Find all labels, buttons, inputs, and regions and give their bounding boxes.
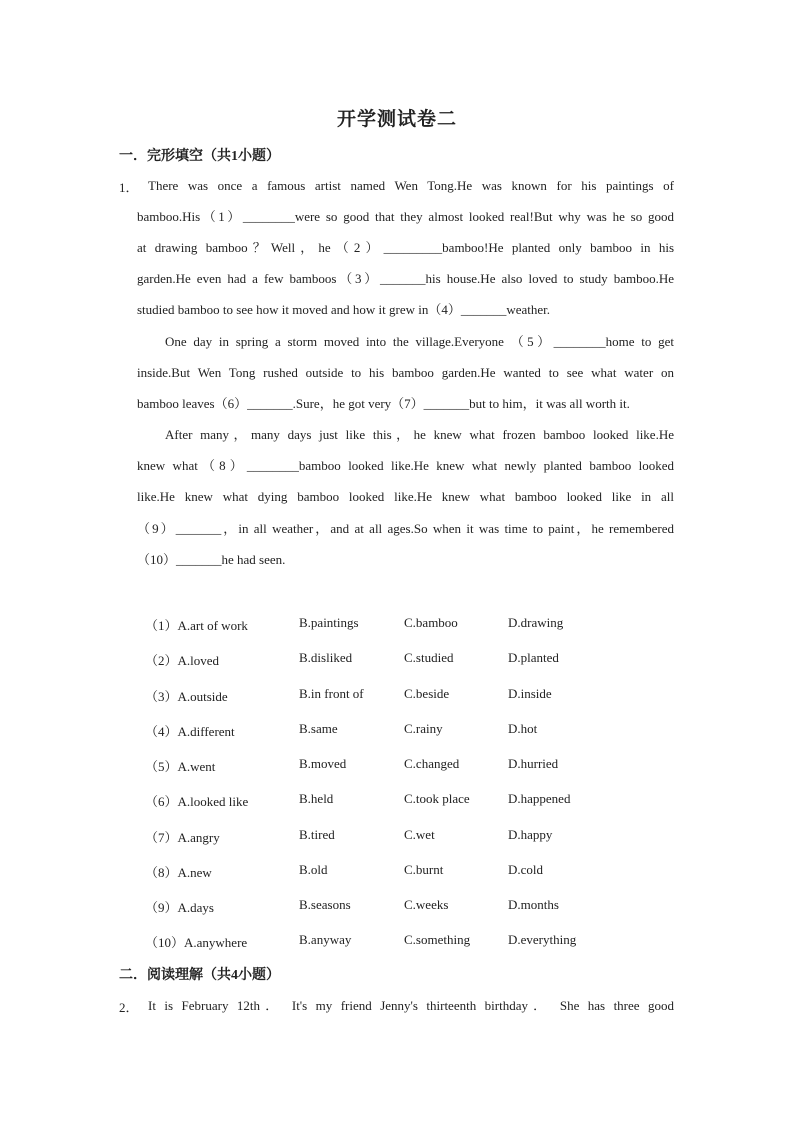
- passage-line: inside.But Wen Tong rushed outside to his bamboo garden.He wanted to see what water on: [137, 365, 674, 380]
- option-c[interactable]: C.beside: [404, 686, 450, 701]
- option-c[interactable]: C.took place: [404, 791, 470, 806]
- option-b[interactable]: B.seasons: [299, 897, 351, 912]
- option-c[interactable]: C.burnt: [404, 862, 444, 877]
- option-a[interactable]: （1）A.art of work: [145, 618, 248, 633]
- option-a[interactable]: （6）A.looked like: [145, 794, 249, 809]
- option-d[interactable]: D.happy: [508, 827, 553, 842]
- option-b[interactable]: B.paintings: [299, 615, 359, 630]
- option-c[interactable]: C.weeks: [404, 897, 449, 912]
- section-heading-reading: 二．阅读理解（共4小题）: [119, 968, 280, 983]
- option-d[interactable]: D.happened: [508, 791, 571, 806]
- passage-line: bamboo.His（1）________were so good that they almost looked real!But why was he so good: [137, 209, 674, 224]
- passage-line: like.He knew what dying bamboo looked like.He knew what bamboo looked like in all: [137, 489, 674, 504]
- option-b[interactable]: B.tired: [299, 827, 335, 842]
- passage-line: at drawing bamboo？Well，he（2）_________bamboo!He planted only bamboo in his: [137, 240, 674, 255]
- option-c[interactable]: C.studied: [404, 650, 454, 665]
- option-a[interactable]: （3）A.outside: [145, 689, 228, 704]
- option-a[interactable]: （8）A.new: [145, 865, 212, 880]
- option-d[interactable]: D.inside: [508, 686, 552, 701]
- passage-line: studied bamboo to see how it moved and how it grew in（4）_______weather.: [137, 302, 551, 317]
- option-a[interactable]: （9）A.days: [145, 900, 214, 915]
- passage-line: knew what（8）________bamboo looked like.He knew what newly planted bamboo looked: [137, 458, 674, 473]
- option-b[interactable]: B.in front of: [299, 686, 364, 701]
- option-d[interactable]: D.months: [508, 897, 559, 912]
- option-d[interactable]: D.drawing: [508, 615, 564, 630]
- section-heading-cloze: 一．完形填空（共1小题）: [119, 149, 280, 164]
- passage-line: （9）_______，in all weather，and at all ages.So when it was time to paint，he remembered: [137, 521, 674, 536]
- option-a[interactable]: （10）A.anywhere: [145, 935, 248, 950]
- option-c[interactable]: C.rainy: [404, 721, 443, 736]
- option-b[interactable]: B.same: [299, 721, 338, 736]
- option-b[interactable]: B.disliked: [299, 650, 353, 665]
- question-number-1: 1．: [119, 180, 139, 195]
- option-a[interactable]: （7）A.angry: [145, 830, 220, 845]
- option-d[interactable]: D.everything: [508, 932, 577, 947]
- option-d[interactable]: D.hurried: [508, 756, 559, 771]
- passage-line: After many，many days just like this，he knew what frozen bamboo looked like.He: [165, 427, 674, 442]
- passage-line: It is February 12th． It's my friend Jenny's thirteenth birthday． She has three good: [148, 998, 674, 1013]
- option-b[interactable]: B.moved: [299, 756, 347, 771]
- option-c[interactable]: C.changed: [404, 756, 460, 771]
- option-d[interactable]: D.planted: [508, 650, 559, 665]
- page-title: 开学测试卷二: [336, 109, 457, 130]
- option-c[interactable]: C.bamboo: [404, 615, 458, 630]
- passage-line: bamboo leaves（6）_______.Sure，he got very（7）_______but to him，it was all worth it.: [137, 396, 630, 411]
- question-number-2: 2．: [119, 1000, 139, 1015]
- option-b[interactable]: B.anyway: [299, 932, 352, 947]
- option-d[interactable]: D.cold: [508, 862, 544, 877]
- passage-line: One day in spring a storm moved into the village.Everyone （5）________home to get: [165, 334, 674, 349]
- option-a[interactable]: （2）A.loved: [145, 653, 220, 668]
- option-b[interactable]: B.old: [299, 862, 328, 877]
- option-a[interactable]: （5）A.went: [145, 759, 216, 774]
- option-a[interactable]: （4）A.different: [145, 724, 235, 739]
- option-b[interactable]: B.held: [299, 791, 334, 806]
- option-c[interactable]: C.wet: [404, 827, 435, 842]
- option-d[interactable]: D.hot: [508, 721, 538, 736]
- option-c[interactable]: C.something: [404, 932, 471, 947]
- passage-line: （10）_______he had seen.: [137, 552, 286, 567]
- passage-line: There was once a famous artist named Wen Tong.He was known for his paintings of: [148, 178, 674, 193]
- passage-line: garden.He even had a few bamboos（3）_______his house.He also loved to study bamboo.He: [137, 271, 674, 286]
